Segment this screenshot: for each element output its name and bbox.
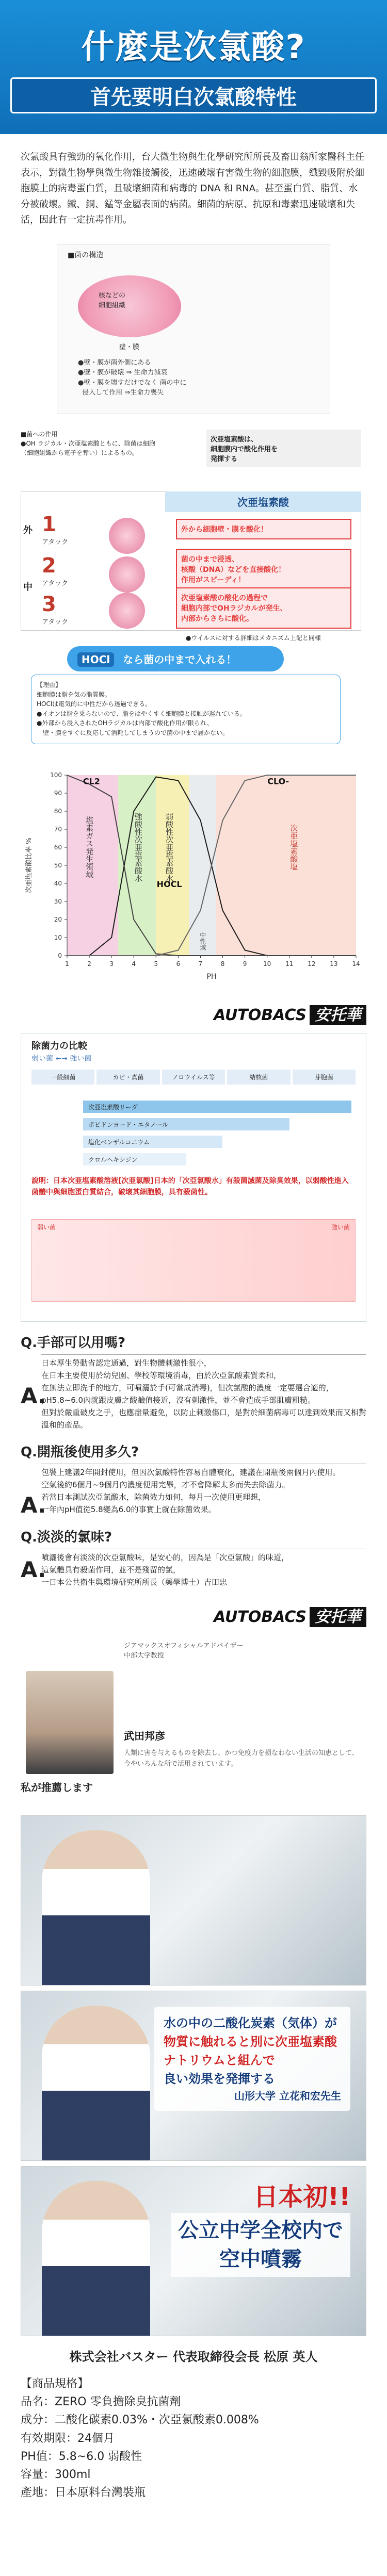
cell-icon-2 bbox=[109, 556, 145, 593]
qa-1-a-letter: A. bbox=[21, 1383, 46, 1408]
qa-2 bbox=[21, 1441, 366, 1516]
qa-2-a-letter: A. bbox=[21, 1492, 46, 1518]
cell-label: 核などの 細胞組織 bbox=[99, 291, 126, 310]
series-label: CL2 bbox=[83, 776, 100, 786]
compare-sub: 弱い菌 ←→ 強い菌 bbox=[31, 1054, 92, 1063]
brand-logo bbox=[214, 1002, 366, 1025]
intro-paragraph: 次氯酸具有強勁的氧化作用，台大微生物與生化學研究所所長及畜田翁所家醫科主任表示，對微生物學與微生物雜接觸後，迅速破壞有害微生物的細胞膜，殲毀吸附於細胞膜上的病毒蛋白質，且破壞細菌和病毒的 DNA 和 RNA。甚至蛋白質、脂質、水分被破壞。鐵、銅、錳等金屬表面的病菌。細菌的病原、抗原和毒素迅速破壞和失活，因此有一定抗毒作用。 bbox=[21, 152, 364, 226]
reason-bubble bbox=[31, 675, 341, 744]
school-spray-label: 公立中学全校内で 空中噴霧 bbox=[171, 2213, 350, 2277]
attack-2-label: アタック bbox=[42, 579, 69, 587]
qa-1-answer: 日本厚生勞動省認定通過，對生物體刺激性很小， 在日本主要使用於幼兒園、學校等環境消毒，由於次亞氯酸素質柔和， 在無法立即洗手的地方，可噴灑於手(可當成消毒)，但次氯酸的濃度一定要選合適的， pH5.8~6.0內就跟皮膚之酸鹼值接近，沒有刺激性，並不會造成手部肌膚粗糙。 但對於嚴重破皮之手，也應盡量避免，以防止刺激傷口，是對於細菌病毒可以達到效果而又相對溫和的產品。 bbox=[41, 1354, 366, 1431]
y-tick-label: 0 bbox=[58, 951, 62, 959]
compare-title: 除菌力の比較 bbox=[31, 1040, 87, 1052]
x-tick-label: 1 bbox=[65, 960, 69, 967]
compare-bar: クロルヘキシジン bbox=[83, 1153, 186, 1166]
product-spec bbox=[21, 2375, 366, 2502]
x-tick-label: 10 bbox=[263, 960, 271, 967]
region-label: 中性域 bbox=[199, 931, 206, 950]
y-tick-label: 90 bbox=[54, 789, 62, 797]
attack-3 bbox=[42, 593, 119, 629]
y-tick-label: 40 bbox=[54, 879, 62, 887]
compare-col: 一般細菌 bbox=[31, 1070, 94, 1085]
attack-panel bbox=[21, 491, 361, 631]
compare-lower-right: 強い菌 bbox=[331, 1223, 350, 1231]
spec-line: 成分：二酸化碳素0.03%・次亞氯酸素0.008% bbox=[21, 2414, 259, 2427]
y-tick-label: 70 bbox=[54, 825, 62, 833]
attack-panel-title: 次亜塩素酸 bbox=[165, 491, 361, 512]
series-label: CLO- bbox=[267, 776, 289, 786]
compare-col: ノロウイルス等 bbox=[162, 1070, 225, 1085]
compare-bar: ポビドンヨード・エタノール bbox=[83, 1118, 289, 1130]
attack-3-num: 3 bbox=[42, 592, 56, 616]
japan-first-label: 日本初!! bbox=[253, 2182, 350, 2211]
attack-1 bbox=[42, 513, 119, 549]
x-tick-label: 4 bbox=[132, 960, 136, 967]
hocl-attack-figure bbox=[21, 430, 366, 749]
adviser-section bbox=[21, 1640, 366, 1810]
spec-line: 有效期限：24個月 bbox=[21, 2432, 115, 2445]
qa-2-answer-row bbox=[21, 1464, 366, 1516]
photo-lecture bbox=[21, 1815, 366, 1986]
quote-attribution: 山形大学 立花和宏先生 bbox=[234, 2089, 341, 2102]
x-tick-label: 11 bbox=[285, 960, 294, 967]
attack-2-num: 2 bbox=[42, 553, 56, 578]
attack-2 bbox=[42, 554, 119, 590]
page-title: 什麼是次氯酸? bbox=[81, 28, 306, 67]
x-tick-label: 14 bbox=[352, 960, 360, 967]
x-axis-label: PH bbox=[206, 972, 217, 981]
wall-label: 壁・膜 bbox=[119, 343, 140, 351]
qa-1 bbox=[21, 1332, 366, 1431]
attack-2-text: 菌の中まで浸透、 核酸（DNA）などを直接酸化！ 作用がスピーディ！ bbox=[176, 549, 351, 590]
attack-1-label: アタック bbox=[42, 538, 69, 546]
brand-banner bbox=[21, 997, 366, 1028]
quote-line-2: 物質に触れると別に次亜塩素酸ナトリウムと組んで bbox=[164, 2034, 337, 2068]
x-tick-label: 2 bbox=[87, 960, 91, 967]
side-label-outside: 外 bbox=[23, 524, 33, 536]
brand-name-2: AUTOBACS bbox=[214, 1607, 307, 1626]
company-signature: 株式会社バスター 代表取締役会長 松原 英人 bbox=[69, 2349, 318, 2364]
adviser-name: 武田邦彦 bbox=[124, 1729, 165, 1742]
compare-bar: 次亜塩素酸リーダ bbox=[83, 1101, 351, 1113]
y-tick-label: 10 bbox=[54, 933, 62, 941]
brand-logo-2 bbox=[214, 1604, 366, 1627]
cell-icon-1 bbox=[109, 518, 145, 554]
brand-cn: 安托華 bbox=[310, 1005, 366, 1025]
x-tick-label: 8 bbox=[220, 960, 225, 967]
region-label: 強酸性次亜塩素酸水 bbox=[133, 812, 143, 882]
region-label: 弱酸性次亜塩素酸水 bbox=[165, 812, 174, 882]
comparison-figure bbox=[21, 1033, 366, 1322]
series-label: HOCL bbox=[156, 879, 182, 889]
fig1-notes: ●壁・膜が菌外側にある ●壁・膜が破壊 ⇒ 生命力減衰 ●壁・膜を壊すだけでなく 菌の中に 侵入して作用 ⇒生命力喪失 bbox=[78, 358, 187, 397]
qa-3-a-letter: A. bbox=[21, 1556, 46, 1582]
spec-title: 【商品規格】 bbox=[21, 2377, 89, 2390]
person-figure-2 bbox=[42, 2006, 150, 2160]
compare-bar: 塩化ベンザルコニウム bbox=[83, 1136, 222, 1148]
adviser-heading: ジアマックスオフィシャルアドバイザー 中部大学教授 bbox=[124, 1642, 244, 1660]
compare-col: 結核菌 bbox=[227, 1070, 290, 1085]
qa-2-answer: 包裝上建議2年開封使用，但因次氯酸特性容易自體衰化，建議在開瓶後兩個月內使用。 空氣後約6個月~9個月內濃度便用完畢，才不會降解太多而失去除菌力。 若當日本測試次亞氯酸水，除菌效力如何，每月一次使用更理想， 一年內pH值從5.8變為6.0的事實上就在除菌效果。 bbox=[41, 1464, 366, 1516]
qa-3-answer: 噴灑後會有淡淡的次亞氯酸味，是安心的，因為是「次亞氯酸」的味道， 這氣體具有殺菌作用，並不是殘留的氯， 一日本公共衛生與環境研究所所長（藥學博士）吉田忠 bbox=[41, 1549, 366, 1588]
compare-caption: 說明：日本次亜塩素酸溶液[次亜氯酸]日本的「次亞氯酸水」有殺菌滅菌及除臭效果，以弱酸性進入菌體中與細胞蛋白質結合，破壞其細胞膜，具有殺菌性。 bbox=[31, 1176, 349, 1197]
y-tick-label: 60 bbox=[54, 843, 62, 851]
reason-text: 細胞膜は脂を気の脂質膜。 HOClは電気的に中性だから透過できる。 ●イオンは脂を乗らないので、脂をはやくすく細胞膜と接触が遅れている。 ●外部から浸入されたOHラジカルは内部で酸化作用が限られ、 壁・膜をすぐに反応して消耗してしまうので菌の中まで届かない。 bbox=[37, 691, 246, 736]
qa-2-question: Q.開瓶後使用多久? bbox=[21, 1444, 139, 1460]
adviser-portrait bbox=[26, 1671, 114, 1774]
attack-3-text: 次亜塩素酸の酸化の過程で 細胞内部でOHラジカルが発生、 内部からさらに酸化。 bbox=[176, 587, 351, 629]
photo-professor bbox=[21, 1991, 366, 2161]
y-axis-label: 次亜塩素酸比率 % bbox=[25, 838, 33, 893]
reason-title: 【理由】 bbox=[37, 681, 62, 688]
qa-3-question: Q.淡淡的氯味? bbox=[21, 1529, 112, 1545]
compare-columns bbox=[31, 1070, 356, 1085]
y-tick-label: 80 bbox=[54, 807, 62, 815]
person-figure-3 bbox=[42, 2181, 150, 2336]
page-subtitle: 首先要明白次氯酸特性 bbox=[10, 77, 377, 113]
spec-line: PH值：5.8~6.0 弱酸性 bbox=[21, 2450, 142, 2463]
brand-banner-2 bbox=[21, 1599, 366, 1630]
qa-1-answer-row bbox=[21, 1354, 366, 1431]
x-tick-label: 9 bbox=[243, 960, 247, 967]
quote-line-3: 良い効果を発揮する bbox=[164, 2071, 275, 2086]
region-label: 次亜塩素酸塩 bbox=[289, 824, 299, 871]
x-tick-label: 6 bbox=[176, 960, 181, 967]
cell-illustration bbox=[78, 275, 181, 337]
y-tick-label: 50 bbox=[54, 861, 62, 869]
bacteria-structure-figure bbox=[57, 244, 330, 414]
fig2-header-right: 次亜塩素酸は、 細胞膜内で酸化作用を 発揮する bbox=[206, 430, 361, 467]
fig2-header-left: ■菌への作用 ●OH ラジカル・次亜塩素酸ともに、除菌は細胞（細胞組織から電子を奪い）によるもの。 bbox=[21, 430, 155, 456]
x-tick-label: 3 bbox=[109, 960, 114, 967]
spec-line: 容量：300ml bbox=[21, 2468, 91, 2481]
qa-1-question: Q.手部可以用嗎? bbox=[21, 1335, 126, 1351]
attack-3-label: アタック bbox=[42, 618, 69, 626]
x-tick-label: 12 bbox=[308, 960, 316, 967]
hero-header bbox=[0, 0, 387, 134]
ph-chart-svg bbox=[21, 765, 366, 987]
compare-col: カビ・真菌 bbox=[96, 1070, 159, 1085]
hocl-callout-text: なら菌の中まで入れる！ bbox=[123, 653, 237, 666]
brand-cn-2: 安托華 bbox=[310, 1607, 366, 1627]
region-clo bbox=[216, 775, 356, 956]
x-tick-label: 5 bbox=[154, 960, 158, 967]
compare-col: 芽胞菌 bbox=[293, 1070, 356, 1085]
photo-school bbox=[21, 2166, 366, 2336]
side-label-inside: 中 bbox=[23, 581, 33, 593]
hocl-callout bbox=[67, 646, 284, 671]
y-tick-label: 100 bbox=[50, 771, 62, 779]
cell-icon-3 bbox=[109, 593, 145, 629]
qa-3 bbox=[21, 1527, 366, 1588]
compare-lower-left: 弱い菌 bbox=[37, 1223, 56, 1231]
attack-1-num: 1 bbox=[42, 512, 56, 536]
compare-lower-panel bbox=[31, 1219, 356, 1302]
spec-line: 品名：ZERO 零負擔除臭抗菌劑 bbox=[21, 2395, 181, 2409]
fig2-footnote: ●ウイルスに対する詳細はメカニズム上記と同様 bbox=[186, 634, 321, 642]
region-label: 塩素ガス発生領域 bbox=[85, 816, 94, 878]
adviser-recommend: 私が推薦します bbox=[21, 1781, 93, 1794]
brand-name: AUTOBACS bbox=[214, 1006, 307, 1024]
x-tick-label: 7 bbox=[198, 960, 203, 967]
professor-quote bbox=[154, 2007, 350, 2111]
qa-3-answer-row bbox=[21, 1549, 366, 1588]
spec-line: 產地：日本原料台灣裝瓶 bbox=[21, 2486, 146, 2500]
person-figure bbox=[42, 1830, 150, 1985]
y-tick-label: 20 bbox=[54, 915, 62, 923]
adviser-text: 人類に害を与えるものを除去し、かつ免疫力を損なわない生活の知恵として、今やいろんな所で活用されています。 bbox=[124, 1749, 359, 1768]
quote-line-1: 水の中の二酸化炭素（気体）が bbox=[164, 2015, 337, 2030]
attack-1-text: 外から細胞壁・膜を酸化！ bbox=[176, 519, 351, 539]
ph-chart bbox=[21, 765, 366, 987]
x-tick-label: 13 bbox=[330, 960, 338, 967]
y-tick-label: 30 bbox=[54, 897, 62, 905]
fig1-title: ■菌の構造 bbox=[68, 251, 104, 259]
hocl-tag: HOCl bbox=[77, 652, 114, 667]
